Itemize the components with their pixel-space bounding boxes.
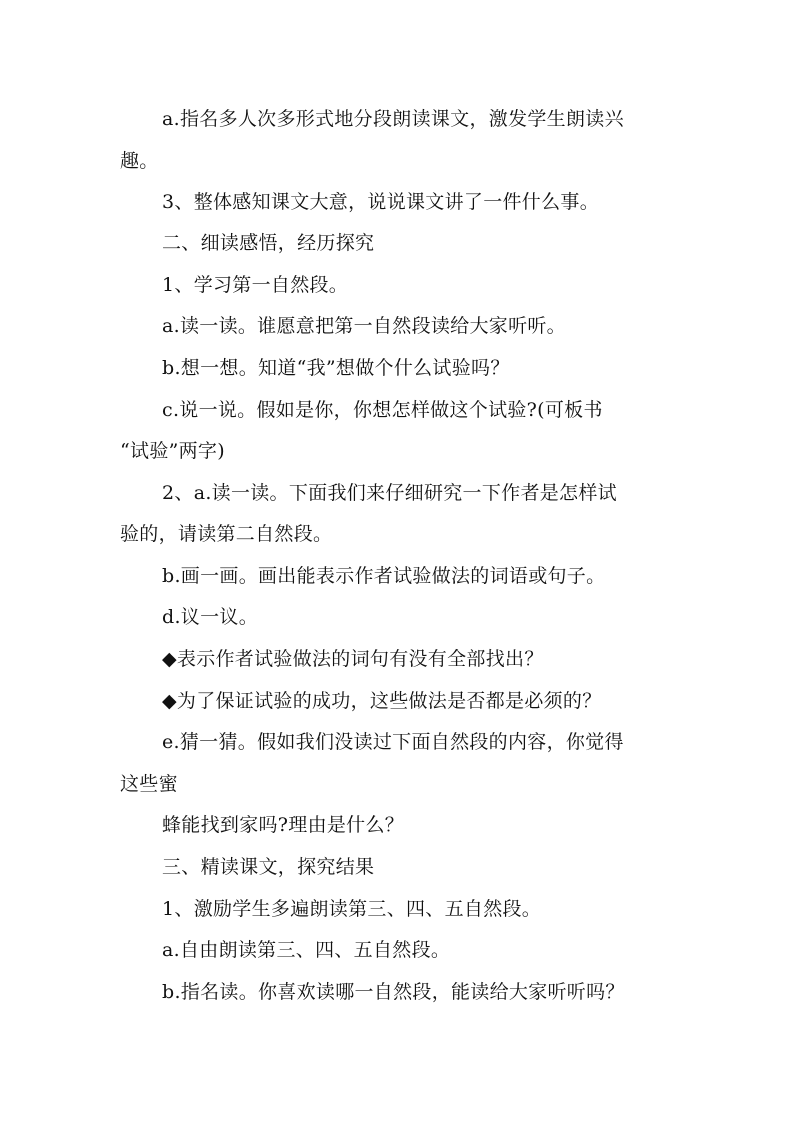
paragraph-line: c.说一说。假如是你，你想怎样做这个试验?(可板书 [162,399,603,421]
paragraph-line: 趣。 [120,150,159,172]
bullet-line: ◆表示作者试验做法的词句有没有全部找出？ [162,648,544,670]
paragraph-line: 3、整体感知课文大意，说说课文讲了一件什么事。 [162,191,599,213]
bullet-line: ◆为了保证试验的成功，这些做法是否都是必须的？ [162,690,602,712]
paragraph-line: b.指名读。你喜欢读哪一自然段，能读给大家听听吗？ [162,981,625,1003]
paragraph-line: 这些蜜 [120,773,178,795]
paragraph-line: b.画一画。画出能表示作者试验做法的词语或句子。 [162,565,606,587]
paragraph-line: b.想一想。知道“我”想做个什么试验吗？ [162,357,510,379]
paragraph-line: 2、a.读一读。下面我们来仔细研究一下作者是怎样试 [162,482,617,504]
paragraph-line: 验的，请读第二自然段。 [120,523,333,545]
section-heading: 三、精读课文，探究结果 [162,856,375,878]
paragraph-line: a.自由朗读第三、四、五自然段。 [162,939,451,961]
paragraph-line: 1、学习第一自然段。 [162,274,349,296]
paragraph-line: “试验”两字) [120,440,225,462]
paragraph-line: 1、激励学生多遍朗读第三、四、五自然段。 [162,898,542,920]
paragraph-line: 蜂能找到家吗?理由是什么？ [162,814,405,836]
paragraph-line: d.议一议。 [162,606,259,628]
paragraph-line: a.读一读。谁愿意把第一自然段读给大家听听。 [162,315,566,337]
section-heading: 二、细读感悟，经历探究 [162,232,375,254]
paragraph-line: e.猜一猜。假如我们没读过下面自然段的内容，你觉得 [162,731,624,753]
paragraph-line: a.指名多人次多形式地分段朗读课文，激发学生朗读兴 [162,108,624,130]
